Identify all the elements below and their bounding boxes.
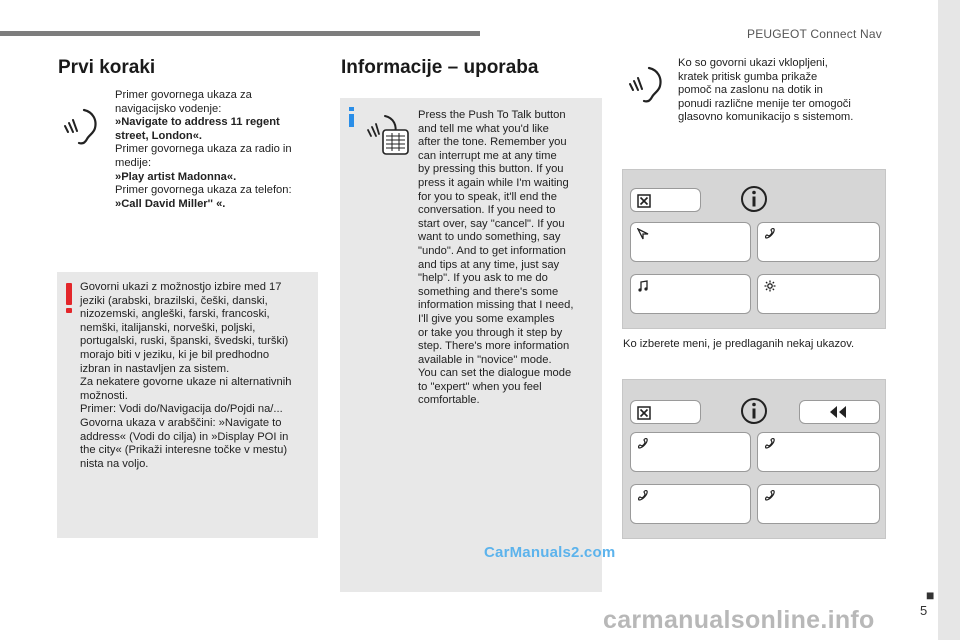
- command-suggestion-button[interactable]: [630, 432, 751, 472]
- section-heading-info-usage: Informacije – uporaba: [341, 57, 539, 78]
- voice-menu-screen: [622, 169, 886, 329]
- info-icon-dot: [349, 107, 354, 111]
- phone-icon: [637, 438, 649, 450]
- warning-line: Za nekatere govorne ukaze ni alternativnih: [80, 376, 292, 389]
- info-line: or take you through it step by: [418, 326, 563, 339]
- warning-line: možnosti.: [80, 389, 128, 402]
- info-line: by pressing this button. If you: [418, 163, 564, 176]
- example-line: medije:: [115, 156, 152, 169]
- intro-line: kratek pritisk gumba prikaže: [678, 70, 818, 83]
- warning-line: Govorna ukaza v arabščini: »Navigate to: [80, 416, 282, 429]
- side-stripe: [938, 0, 960, 640]
- voice-examples-text: [115, 89, 292, 211]
- info-line: information missing that I need,: [418, 299, 574, 312]
- info-line: I'll give you some examples: [418, 312, 555, 325]
- example-command: »Play artist Madonna«.: [115, 170, 237, 183]
- example-line: Primer govornega ukaza za radio in: [115, 143, 292, 156]
- example-line: navigacijsko vodenje:: [115, 102, 222, 115]
- section-heading-first-steps: Prvi koraki: [58, 57, 156, 78]
- phone-icon: [764, 228, 776, 240]
- info-icon[interactable]: [740, 397, 768, 425]
- info-line: for you to speak, it'll end the: [418, 190, 557, 203]
- command-suggestion-button[interactable]: [630, 484, 751, 524]
- voice-command-icon: [627, 64, 665, 104]
- info-line: You can set the dialogue mode: [418, 367, 572, 380]
- example-command: »Navigate to address 11 regent: [115, 116, 280, 129]
- close-icon: [637, 194, 651, 208]
- warning-line: the city« (Prikaži interesne točke v mestu): [80, 444, 288, 457]
- warning-line: nista na voljo.: [80, 457, 149, 470]
- info-line: available in "novice" mode.: [418, 353, 552, 366]
- info-line: start over, say "cancel". If you: [418, 217, 565, 230]
- warning-text: [80, 281, 291, 471]
- warning-line: nizozemski, angleški, farski, francoski,: [80, 308, 270, 321]
- info-line: to "expert" when you feel: [418, 380, 542, 393]
- info-line: conversation. If you need to: [418, 204, 556, 217]
- example-line: Primer govornega ukaza za telefon:: [115, 184, 292, 197]
- phone-icon: [764, 438, 776, 450]
- warning-icon: [66, 283, 72, 305]
- warning-line: address« (Vodi do cilja) in »Display POI in: [80, 430, 289, 443]
- info-line: want to undo something, say: [418, 231, 561, 244]
- command-suggestions-screen: [622, 379, 886, 539]
- back-button[interactable]: [799, 400, 880, 424]
- info-line: Press the Push To Talk button: [418, 109, 566, 121]
- warning-line: jeziki (arabski, brazilski, češki, danski,: [80, 294, 268, 307]
- info-line: and tell me what you'd like: [418, 122, 549, 135]
- example-line: Primer govornega ukaza za: [115, 89, 252, 101]
- header-rule: [0, 31, 480, 36]
- music-note-icon: [637, 280, 649, 292]
- info-line: step. There's more information: [418, 340, 570, 353]
- info-line: and tips at any time, just say: [418, 258, 560, 271]
- info-line: "undo". And to get information: [418, 244, 566, 257]
- music-menu-button[interactable]: [630, 274, 751, 314]
- close-button[interactable]: [630, 400, 701, 424]
- header-title: PEUGEOT Connect Nav: [747, 27, 882, 41]
- back-icon: [828, 405, 848, 419]
- settings-menu-button[interactable]: [757, 274, 880, 314]
- voice-activation-text: [678, 57, 853, 125]
- info-line: "help". If you ask to me do: [418, 272, 548, 285]
- intro-line: Ko so govorni ukazi vklopljeni,: [678, 57, 828, 69]
- warning-line: morajo biti v jeziku, ki je bil predhodno: [80, 348, 270, 361]
- warning-line: Govorni ukazi z možnostjo izbire med 17: [80, 281, 282, 293]
- info-line: press it again while I'm waiting: [418, 176, 569, 189]
- example-command: »Call David Miller'' «.: [115, 197, 226, 210]
- intro-line: pomoč na zaslonu na dotik in: [678, 84, 823, 97]
- continue-marker: ■: [926, 587, 935, 603]
- info-line: comfortable.: [418, 394, 480, 407]
- command-suggestion-button[interactable]: [757, 484, 880, 524]
- watermark-carmanualsonline: carmanualsonline.info: [603, 606, 875, 634]
- command-suggestion-button[interactable]: [757, 432, 880, 472]
- info-icon: [349, 114, 354, 127]
- close-button[interactable]: [630, 188, 701, 212]
- navigation-icon: [637, 228, 649, 240]
- voice-command-icon: [62, 106, 100, 146]
- navigation-menu-button[interactable]: [630, 222, 751, 262]
- info-icon[interactable]: [740, 185, 768, 213]
- phone-icon: [764, 490, 776, 502]
- warning-line: portugalski, ruski, španski, švedski, turški): [80, 335, 289, 348]
- watermark-carmanuals2: CarManuals2.com: [484, 544, 616, 561]
- push-to-talk-icon: [365, 112, 411, 156]
- phone-icon: [637, 490, 649, 502]
- warning-line: nemški, italijanski, norveški, poljski,: [80, 321, 256, 334]
- close-icon: [637, 406, 651, 420]
- info-line: something and there's some: [418, 285, 559, 298]
- settings-icon: [764, 280, 776, 292]
- phone-menu-button[interactable]: [757, 222, 880, 262]
- intro-line: glasovno komunikacijo s sistemom.: [678, 111, 854, 124]
- page-number: 5: [920, 603, 928, 618]
- info-line: after the tone. Remember you: [418, 136, 567, 149]
- intro-line: ponudi različne menije ter omogoči: [678, 97, 851, 110]
- warning-icon-dot: [66, 308, 72, 313]
- info-line: can interrupt me at any time: [418, 149, 557, 162]
- warning-line: izbran in nastavljen za sistem.: [80, 362, 230, 375]
- example-command: street, London«.: [115, 129, 203, 142]
- push-to-talk-text: [418, 109, 573, 408]
- warning-line: Primer: Vodi do/Navigacija do/Pojdi na/...: [80, 403, 283, 416]
- menu-selection-caption: Ko izberete meni, je predlaganih nekaj ukazov.: [623, 338, 855, 350]
